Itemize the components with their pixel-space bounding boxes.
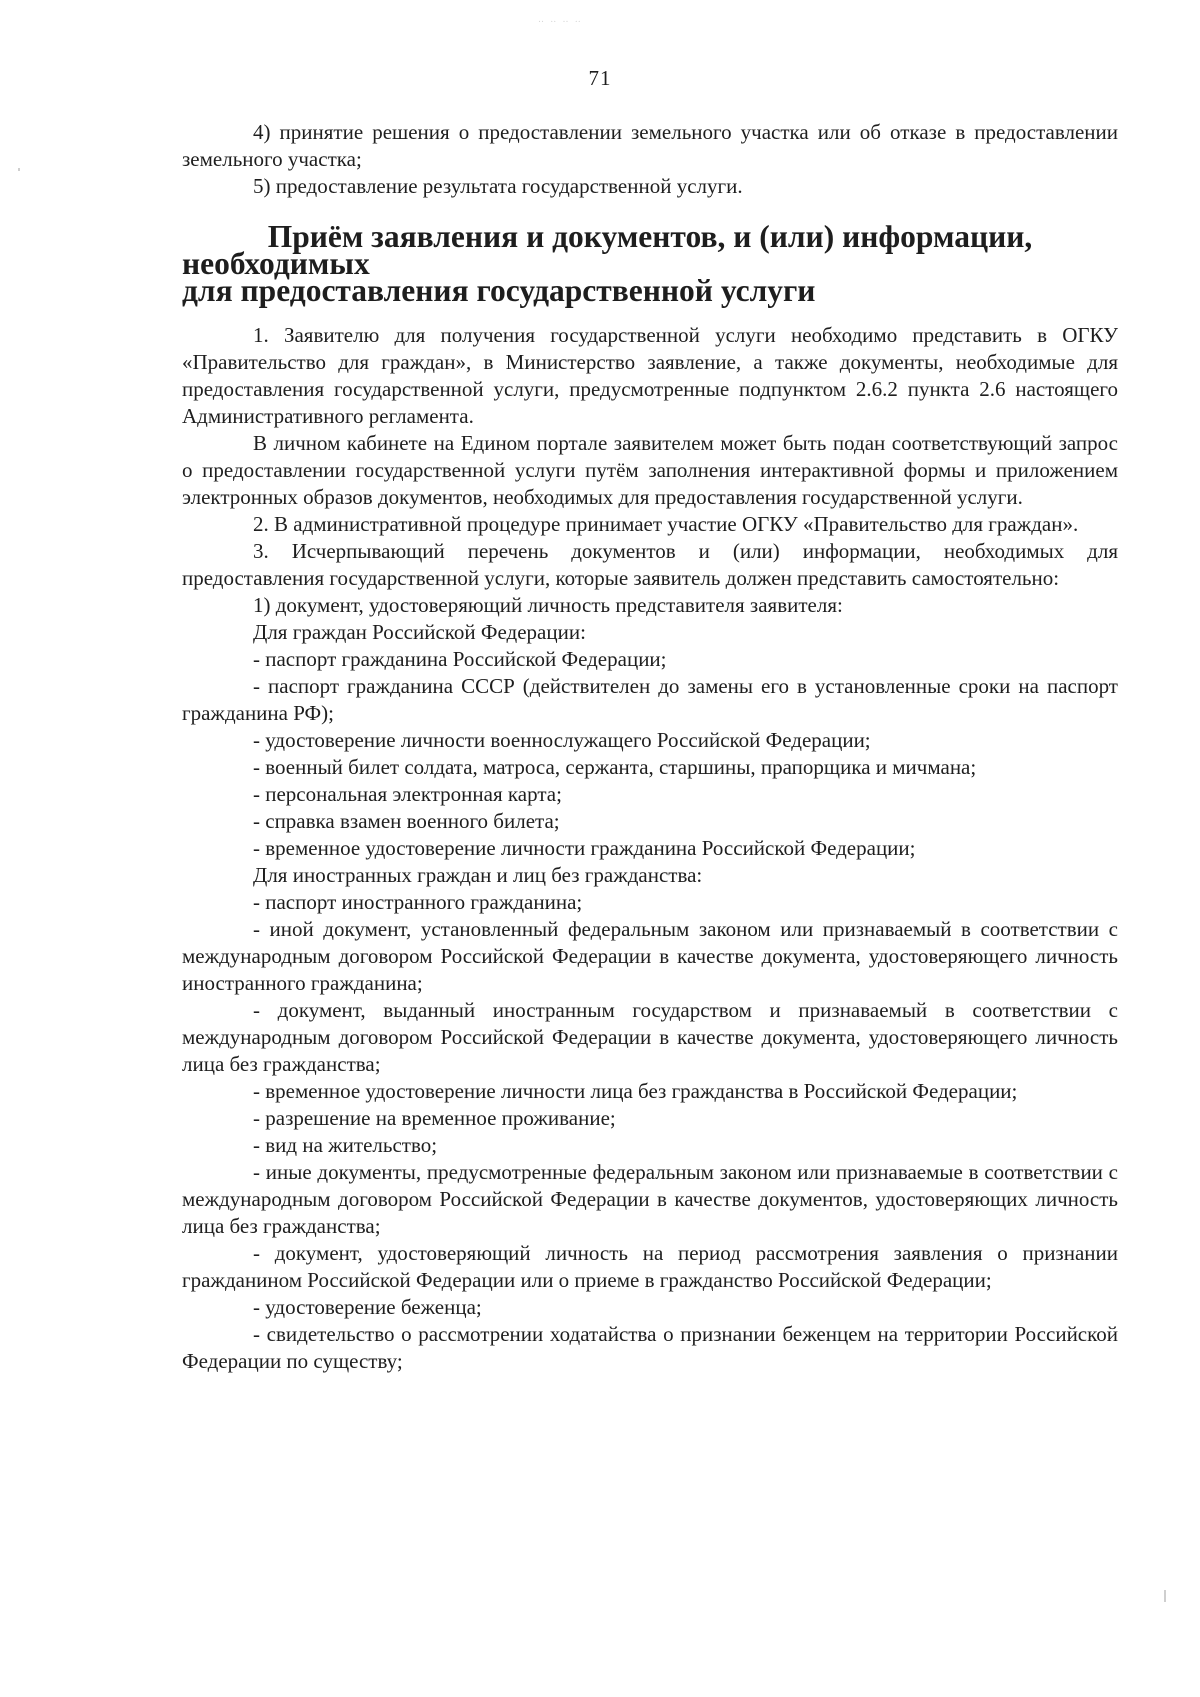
margin-mark [18,168,20,171]
section-heading-line: для предоставления государственной услуги [182,273,816,308]
list-item: - военный билет солдата, матроса, сержанта, старшины, прапорщика и мичмана; [253,755,977,779]
list-item: - разрешение на временное проживание; [253,1106,616,1130]
section-heading [182,219,1118,308]
paragraph: 1. Заявителю для получения государственной услуги необходимо представить в ОГКУ «Правительство для граждан», в Министерство заявление, а также документы, необходимые для предоставления государственной услуги, предусмотренные подпунктом 2.6.2 пункта 2.6 настоящего Административного регламента. [182,323,1118,428]
list-item: 1) документ, удостоверяющий личность представителя заявителя: [253,593,843,617]
list-item: - паспорт иностранного гражданина; [253,890,583,914]
paragraph: 2. В административной процедуре принимает участие ОГКУ «Правительство для граждан». [253,512,1079,536]
list-subheading: Для граждан Российской Федерации: [253,620,586,644]
list-item: - иные документы, предусмотренные федеральным законом или признаваемые в соответствии с международным договором Российской Федерации в качестве документов, удостоверяющих личность лица без гражданства; [182,1160,1118,1238]
margin-mark [1164,1590,1166,1602]
list-item: 5) предоставление результата государственной услуги. [253,174,743,198]
list-item: - свидетельство о рассмотрении ходатайства о признании беженцем на территории Российской Федерации по существу; [182,1322,1118,1373]
list-item: - документ, удостоверяющий личность на период рассмотрения заявления о признании гражданином Российской Федерации или о приеме в гражданство Российской Федерации; [182,1241,1118,1292]
document-body [182,119,1118,1375]
list-item: - документ, выданный иностранным государством и признаваемый в соответствии с международным договором Российской Федерации в качестве документа, удостоверяющего личность лица без гражданства; [182,998,1118,1076]
list-item: - паспорт гражданина СССР (действителен до замены его в установленные сроки на паспорт гражданина РФ); [182,674,1118,725]
list-item: - временное удостоверение личности гражданина Российской Федерации; [253,836,916,860]
list-item: 4) принятие решения о предоставлении земельного участка или об отказе в предоставлении земельного участка; [182,120,1118,171]
list-item: - персональная электронная карта; [253,782,562,806]
list-item: - удостоверение личности военнослужащего Российской Федерации; [253,728,871,752]
section-heading-line: Приём заявления и документов, и (или) информации, необходимых [182,219,1033,281]
list-item: - временное удостоверение личности лица без гражданства в Российской Федерации; [253,1079,1018,1103]
list-item: - паспорт гражданина Российской Федерации; [253,647,667,671]
page-number: 71 [588,66,612,90]
list-item: - удостоверение беженца; [253,1295,482,1319]
paragraph: В личном кабинете на Едином портале заявителем может быть подан соответствующий запрос о предоставлении государственной услуги путём заполнения интерактивной формы и приложением электронных образов документов, необходимых для предоставления государственной услуги. [182,431,1118,509]
list-item: - справка взамен военного билета; [253,809,560,833]
list-item: - вид на жительство; [253,1133,438,1157]
list-subheading: Для иностранных граждан и лиц без гражданства: [253,863,703,887]
paragraph: 3. Исчерпывающий перечень документов и (или) информации, необходимых для предоставления государственной услуги, которые заявитель должен представить самостоятельно: [182,539,1118,590]
scan-artifact: ‥ ‥ ‥ ‥ [538,14,583,24]
list-item: - иной документ, установленный федеральным законом или признаваемый в соответствии с международным договором Российской Федерации в качестве документа, удостоверяющего личность иностранного гражданина; [182,917,1118,995]
